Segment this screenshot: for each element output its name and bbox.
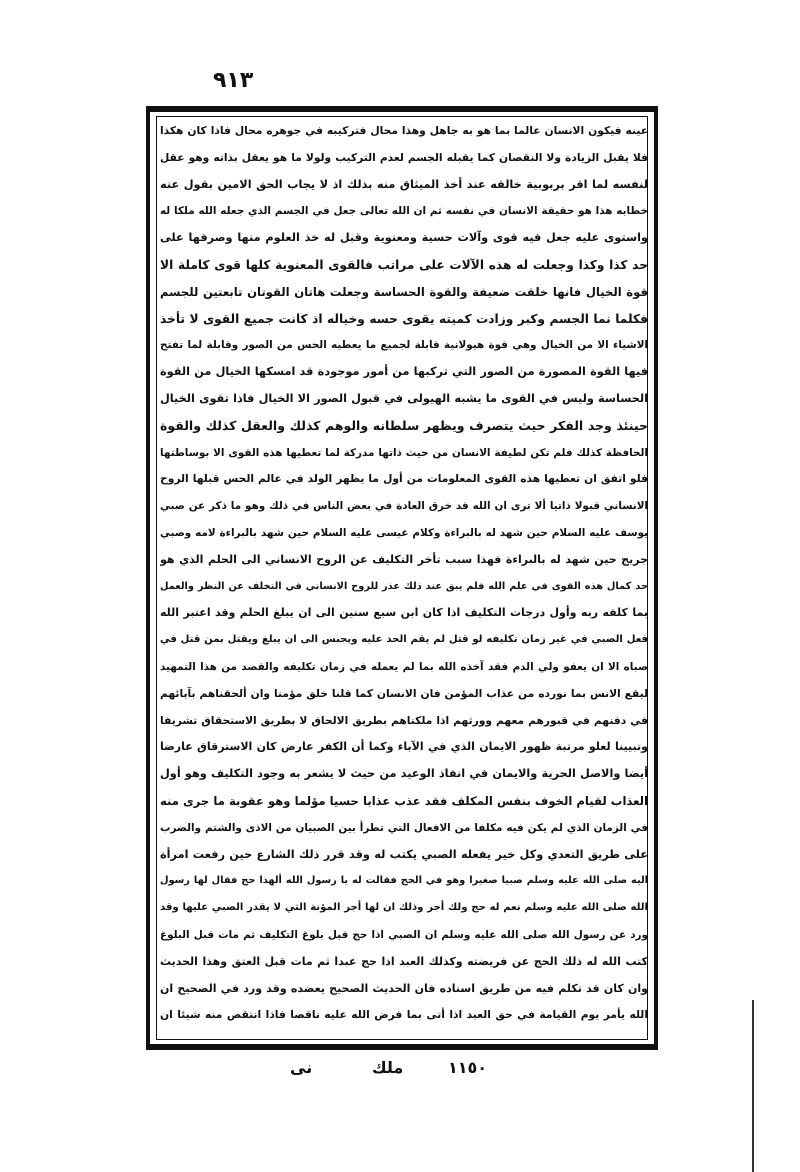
text-body — [160, 118, 648, 1029]
footer-mark-left: نى — [290, 1058, 313, 1077]
scan-edge-rule — [752, 1000, 754, 1172]
footer-sheet-number: ١١٥٠ — [448, 1058, 488, 1077]
text-line: صباه الا ان يعفو ولي الدم فقد آخذه الله بما لم يعمله في زمان تكليفه والقصد من هذا التمهيد — [160, 660, 648, 673]
text-line: حد كذا وكذا وجعلت له هذه الآلات على مراتب فالقوى المعنوية كلها قوى كاملة الا — [160, 257, 648, 272]
text-line: الحساسة وليس في القوى ما يشبه الهيولى في قبول الصور الا الخيال فاذا تقوى الخيال — [160, 391, 648, 405]
text-line: حد كمال هذه القوى في علم الله فلم يبق عند ذلك عذر للروح الانساني في التخلف عن النظر والعمل — [160, 580, 648, 592]
text-line: وتبيينا لعلو مرتبة ظهور الايمان الذي في الآباء وكما أن الكفر عارض كان الاسترقاق عارضا — [160, 740, 648, 754]
text-line: الله صلى الله عليه وسلم نعم له حج ولك أجر وذلك ان لها أجر المؤنة التي لا يقدر الصبي عليها وقد — [160, 902, 648, 914]
text-line: قوة الخيال فانها خلقت ضعيفة والقوة الحساسة وجعلت هاتان القوتان تابعتين للجسم — [160, 284, 648, 299]
text-line: أيضا والاصل الحرية والايمان في انفاذ الوعيد من حيث لا يشعر به وجود التكليف وهو أول — [160, 767, 648, 781]
page-number: ٩١٣ — [213, 68, 254, 93]
text-line: الله يأمر يوم القيامة في حق العبد اذا أتى بما فرض الله عليه ناقصا فاذا انتقص منه شيئا ان — [160, 1008, 648, 1022]
text-line: في الزمان الذي لم يكن فيه مكلفا من الافعال التي تطرأ بين الصبيان من الاذى والشتم والضرب — [160, 821, 648, 834]
text-line: كتب الله له ذلك الحج عن فريضته وكذلك العبد اذا حج عبدا ثم مات قبل العتق وهذا الحديث — [160, 954, 648, 968]
text-line: الحافظة كذلك فلم تكن لطيفة الانسان من حيث ذاتها مدركة لما تعطيها هذه القوى الا بوساطتها — [160, 446, 648, 459]
text-line: اليه صلى الله عليه وسلم صبيا صغيرا وهو في الحج فقالت له يا رسول الله ألهذا حج فقال لها رسول — [160, 875, 648, 887]
text-line: حينئذ وجد الفكر حيث يتصرف ويظهر سلطانه والوهم كذلك والعقل كذلك والقوة — [160, 417, 648, 433]
text-line: جريج حين شهد له بالبراءة فهذا سبب تأخر التكليف عن الروح الانساني الى الحلم الذي هو — [160, 552, 648, 566]
text-line: على طريق التعدي وكل خير يفعله الصبي يكتب له وقد قرر ذلك الشارع حين رفعت امرأة — [160, 847, 648, 861]
text-line: العذاب لقيام الخوف بنفس المكلف فقد عذب عذابا حسيا مؤلما وهو عقوبة ما جرى منه — [160, 793, 648, 808]
text-line: يوسف عليه السلام حين شهد له بالبراءة وكلام عيسى عليه السلام حين شهد بالبراءة لامه وصبي — [160, 526, 648, 539]
page-footer — [0, 1058, 800, 1088]
text-line: ورد عن رسول الله صلى الله عليه وسلم ان الصبي اذا حج قبل بلوغ التكليف ثم مات قبل البلوغ — [160, 928, 648, 941]
text-line: وان كان قد تكلم فيه من طريق اسناده فان الحديث الصحيح يعضده وقد ورد في الصحيح ان — [160, 981, 648, 995]
text-line: لنفسه لما اقر بربوبية خالقه عند أخذ الميثاق منه بذلك اذ لا يجاب الحق الامين بقول عنه — [160, 177, 648, 191]
text-line: فيها القوة المصورة من الصور التي تركبها من أمور موجودة قد امسكها الخيال من القوة — [160, 365, 648, 379]
text-line: الاشياء الا من الخيال وهي قوة هيولانية قابلة لجميع ما يعطيه الحس من الصور وقابلة لما تفتح — [160, 339, 648, 352]
text-line: خطابه هذا هو حقيقة الانسان في نفسه ثم ان الله تعالى جعل في الجسم الذي جعله الله ملكا له — [160, 205, 648, 218]
text-line: فكلما نما الجسم وكبر وزادت كميته يقوى حسه وخياله اذ كانت جميع القوى لا تأخذ — [160, 311, 648, 326]
text-line: في دفنهم في قبورهم معهم وورثهم اذا ملكناهم بطريق الالحاق لا بطريق الاستحقاق تشريفا — [160, 713, 648, 727]
text-line: فلو اتفق ان تعطيها هذه القوى المعلومات من أول ما يظهر الولد في عالم الحس قبلها الروح — [160, 472, 648, 486]
text-line: الانساني قبولا ذاتيا ألا ترى ان الله قد خرق العادة في بعض الناس في ذلك وهو ما ذكر عن صبي — [160, 500, 648, 513]
text-line: ليقع الانس بما نورده من عذاب المؤمن فان الانسان كما قلنا خلق مؤمنا وان ألحقناهم بآبائهم — [160, 686, 648, 700]
footer-mark-middle: ملك — [372, 1058, 404, 1077]
text-line: واستوى عليه جعل فيه قوى وآلات حسية ومعنوية وقبل له خذ العلوم منها وصرفها على — [160, 231, 648, 245]
text-line: فعل الصبي في غير زمان تكليفه لو قتل لم يقم الحد عليه ويحبس الى ان يبلغ ويقتل بمن قتل في — [160, 634, 648, 646]
text-line: فلا يقبل الزيادة ولا النقصان كما يقبله الجسم لعدم التركيب ولولا ما هو يعقل بذاته وهو عقل — [160, 150, 648, 164]
text-line: عينه فيكون الانسان عالما بما هو به جاهل وهذا محال فتركيبه في جوهره محال فاذا كان هكذا — [160, 124, 648, 137]
text-line: بما كلفه ربه وأول درجات التكليف اذا كان ابن سبع سنين الى ان يبلغ الحلم وقد اعتبر الله — [160, 606, 648, 620]
